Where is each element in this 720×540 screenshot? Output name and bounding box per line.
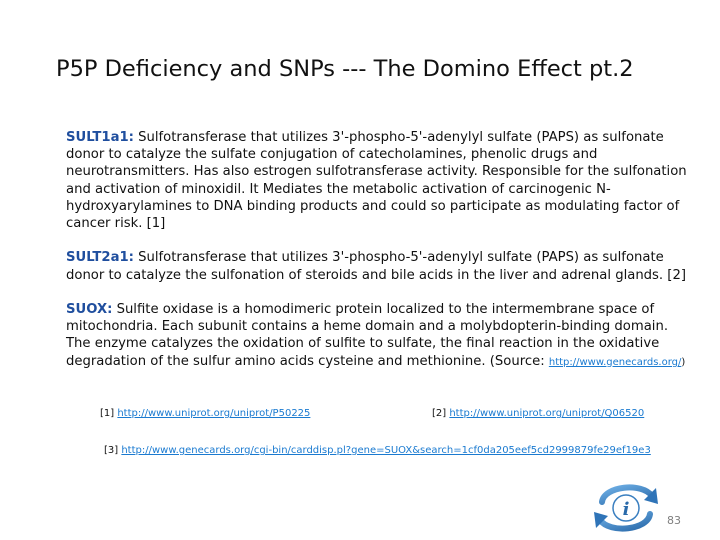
info-cycle-icon[interactable] [592,478,660,536]
reference-3 [104,445,651,457]
paragraph-suox [66,301,694,370]
reference-1-link[interactable]: http://www.uniprot.org/uniprot/P50225 [117,408,311,419]
description-sult1a1: Sulfotransferase that utilizes 3'-phospho-5'-adenylyl sulfate (PAPS) as sulfonate donor to catalyze the sulfate conjugation of catecholamines, phenolic drugs and neurotransmitters. Has also estrogen sulfotransferase activity. Responsible for the sulfonation and activation of minoxidil. It Mediates the metabolic activation of carcinogenic N-hydroxyarylamines to DNA binding products and could so participate as modulating factor of cancer risk. [1] [66,130,687,232]
slide-title: P5P Deficiency and SNPs --- The Domino Effect pt.2 [56,56,634,82]
term-sult1a1: SULT1a1: [66,130,134,145]
info-letter: i [622,499,630,520]
reference-3-link[interactable]: http://www.genecards.org/cgi-bin/carddisp.pl?gene=SUOX&search=1cf0da205eef5cd2999879fe29ef19e3 [121,445,651,456]
source-close-paren: ) [681,356,686,368]
reference-2 [432,408,644,420]
source-link-genecards[interactable]: http://www.genecards.org/ [548,356,682,368]
slide-body [66,129,694,387]
reference-1 [100,408,310,420]
term-suox: SUOX: [66,302,113,317]
page-number: 83 [667,514,681,527]
description-suox: Sulfite oxidase is a homodimeric protein localized to the intermembrane space of mitochondria. Each subunit contains a heme domain and a molybdopterin-binding domain. The enzyme catalyzes the oxidation of sulfite to sulfate, the final reaction in the oxidative degradation of the sulfur amino acids cysteine and methionine. (Source: [66,302,669,369]
term-sult2a1: SULT2a1: [66,250,134,266]
paragraph-sult1a1 [66,129,694,232]
reference-3-label: [3] [104,445,122,456]
reference-1-label: [1] [100,408,118,419]
reference-2-link[interactable]: http://www.uniprot.org/uniprot/Q06520 [449,408,645,419]
description-sult2a1: Sulfotransferase that utilizes 3'-phospho-5'-adenylyl sulfate (PAPS) as sulfonate donor to catalyze the sulfonation of steroids and bile acids in the liver and adrenal glands. [2] [66,250,686,283]
paragraph-sult2a1 [66,249,694,283]
reference-2-label: [2] [432,408,450,419]
